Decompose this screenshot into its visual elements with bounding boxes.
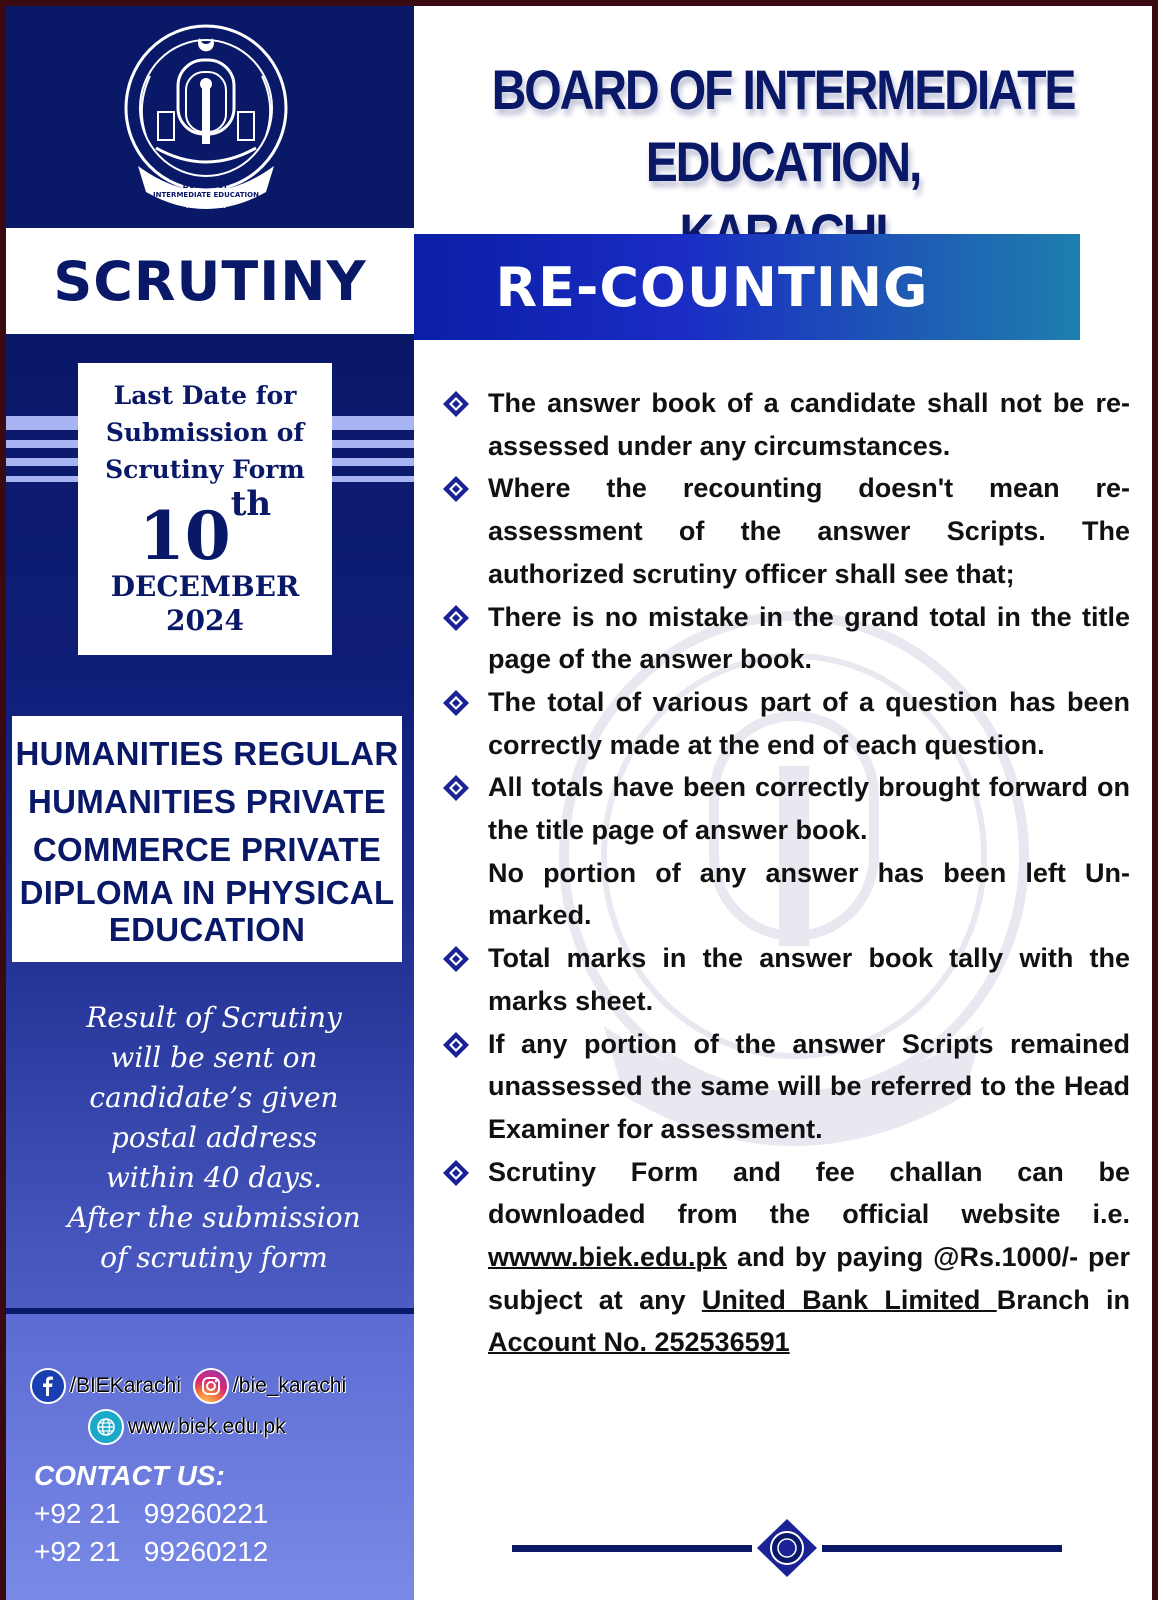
rule-text: Total marks in the answer book tally with the marks sheet. — [488, 943, 1130, 1016]
result-note-line: Result of Scrutiny — [86, 1001, 342, 1034]
result-note-line: within 40 days. — [105, 1161, 323, 1194]
rule-text: and by paying @Rs.1000/- per subject at any — [488, 1242, 1130, 1315]
group-item: HUMANITIES REGULAR — [15, 735, 399, 772]
diamond-bullet-icon — [442, 1159, 470, 1187]
rule-text: There is no mistake in the grand total in the title page of the answer book. — [488, 601, 1130, 675]
board-seal-icon — [116, 16, 296, 216]
contact-title: CONTACT US: — [34, 1460, 225, 1491]
scrutiny-band — [6, 228, 414, 334]
deadline-day: 10 — [138, 497, 231, 575]
recounting-band — [414, 234, 1080, 340]
rule-item — [442, 1151, 1130, 1365]
diamond-bullet-icon — [442, 475, 470, 503]
diamond-bullet-icon — [442, 390, 470, 418]
website-url-link[interactable]: wwww.biek.edu.pk — [488, 1242, 728, 1273]
diamond-bullet-icon — [442, 689, 470, 717]
deadline-day-suffix: th — [230, 484, 272, 524]
rule-item — [442, 766, 1130, 851]
rule-text: Branch in — [996, 1284, 1130, 1315]
facebook-icon[interactable] — [30, 1368, 66, 1404]
rule-text: The answer book of a candidate shall not be re-assessed under any circumstances. — [488, 388, 1130, 461]
instagram-icon[interactable] — [193, 1368, 229, 1404]
deadline-label-line: Submission of — [105, 418, 305, 447]
deadline-label-line: Last Date for — [113, 381, 297, 410]
rule-item — [442, 382, 1130, 467]
scrutiny-title: SCRUTINY — [53, 249, 367, 313]
phone-number[interactable]: +92 21 99260212 — [34, 1536, 269, 1567]
poster — [6, 6, 1152, 1600]
deadline-box — [78, 363, 332, 655]
rule-item — [442, 937, 1130, 1022]
deadline-month: DECEMBER — [110, 570, 300, 603]
diamond-bullet-icon — [442, 1031, 470, 1059]
bank-name: United Bank Limited — [701, 1284, 997, 1315]
rule-text: If any portion of the answer Scripts remained unassessed the same will be referred to the Head Examiner for assessment. — [488, 1028, 1130, 1144]
rule-text: The total of various part of a question has been correctly made at the end of each question. — [488, 686, 1130, 760]
deadline-label-line: Scrutiny Form — [105, 455, 305, 484]
social-row — [30, 1368, 346, 1404]
rule-item — [442, 681, 1130, 766]
seal-text-3: KARACHI — [185, 201, 227, 210]
seal-text-2: INTERMEDIATE EDUCATION — [153, 191, 259, 199]
ornament-icon — [512, 1518, 1072, 1578]
group-item: HUMANITIES PRIVATE — [27, 783, 387, 820]
rule-item — [442, 1023, 1130, 1151]
diamond-bullet-icon — [442, 945, 470, 973]
diamond-bullet-icon — [442, 774, 470, 802]
left-column — [6, 6, 414, 1600]
rule-item — [442, 852, 1130, 937]
seal-text-1: BOARD OF — [182, 181, 230, 190]
result-note-line: candidate’s given — [89, 1081, 339, 1114]
result-note — [22, 998, 406, 1278]
website-link[interactable]: www.biek.edu.pk — [128, 1415, 286, 1438]
phone-number[interactable]: +92 21 99260221 — [34, 1498, 269, 1529]
logo-panel — [6, 6, 414, 228]
group-item: EDUCATION — [108, 911, 306, 948]
right-column — [414, 6, 1152, 1600]
rules-list — [442, 382, 1130, 1364]
rule-text: Where the recounting doesn't mean re-assessment of the answer Scripts. The authorized scrutiny officer shall see that; — [488, 473, 1130, 589]
group-item: COMMERCE PRIVATE — [32, 831, 382, 868]
recounting-title: RE-COUNTING — [495, 255, 929, 319]
diamond-bullet-icon — [442, 604, 470, 632]
rule-item — [442, 467, 1130, 595]
result-note-line: of scrutiny form — [100, 1241, 328, 1274]
website-row — [88, 1409, 286, 1445]
result-note-line: will be sent on — [110, 1041, 318, 1074]
board-title-line: BOARD OF INTERMEDIATE EDUCATION, — [491, 58, 1075, 193]
globe-icon[interactable] — [88, 1409, 124, 1445]
instagram-handle[interactable]: /bie_karachi — [232, 1374, 347, 1397]
deadline-label — [78, 377, 332, 488]
group-item: DIPLOMA IN PHYSICAL — [19, 874, 395, 911]
facebook-handle[interactable]: /BIEKarachi — [70, 1374, 181, 1397]
account-number: Account No. 252536591 — [488, 1327, 790, 1358]
deadline-year: 2024 — [166, 604, 244, 637]
rule-text: No portion of any answer has been left Un-marked. — [488, 857, 1130, 931]
result-note-line: postal address — [110, 1121, 318, 1154]
rule-text: All totals have been correctly brought forward on the title page of answer book. — [488, 772, 1130, 846]
groups-box — [12, 716, 402, 962]
result-note-line: After the submission — [67, 1201, 361, 1234]
rule-item — [442, 596, 1130, 681]
rule-text: Scrutiny Form and fee challan can be downloaded from the official website i.e. — [488, 1156, 1130, 1230]
